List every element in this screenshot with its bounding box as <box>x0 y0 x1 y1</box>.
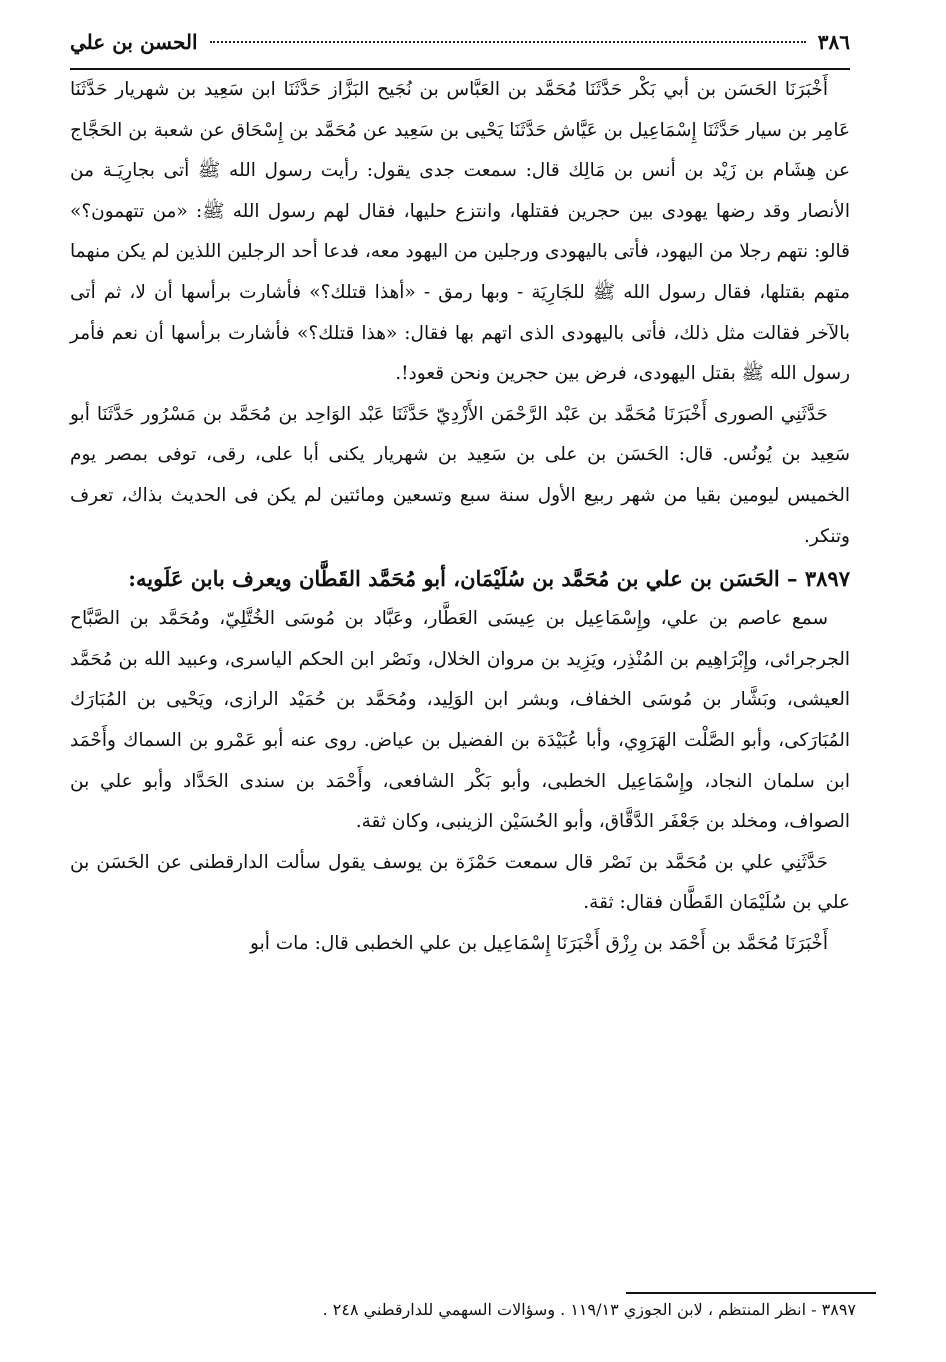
running-title: الحسن بن علي <box>70 30 198 54</box>
footnote: ٣٨٩٧ - انظر المنتظم ، لابن الجوزي ١١٩/١٣ . وسؤالات السهمي للدارقطني ٢٤٨ . <box>322 1300 856 1319</box>
paragraph-2: حَدَّثَنِي الصورى أَخْبَرَنَا مُحَمَّد بن عَبْد الرَّحْمَن الأَزْدِيّ حَدَّثَنَا عَبْد الوَاحِد بن مُحَمَّد بن مَسْرُور حَدَّثَنَا أبو سَعِيد بن يُونُس. قال: الحَسَن بن على بن سَعِيد بن شهريار يكنى أبا على، رقى، توفى بمصر يوم الخميس ليومين بقيا من شهر ربيع الأول سنة سبع وتسعين ومائتين لم يكن فى الحديث بذاك، تعرف وتنكر. <box>70 403 850 547</box>
paragraph-1: أَخْبَرَنَا الحَسَن بن أبي بَكْر حَدَّثَنَا مُحَمَّد بن العَبَّاس بن نُجَيح البَزَّاز حَدَّثَنَا ابن سَعِيد بن شهريار حَدَّثَنَا عَامِر بن سيار حَدَّثَنَا إِسْمَاعِيل بن عَيَّاش حَدَّثَنَا يَحْيى بن سَعِيد عن مُحَمَّد بن إِسْحَاق عن شعبة بن الحَجَّاج عن هِشَام بن زَيْد بن أنس بن مَالِك قال: سمعت جدى يقول: رأيت رسول الله ﷺ أتى بجارِيَـة من الأنصار وقد رضها يهودى بين حجرين فقتلها، وانتزع حليها، فقال لهم رسول الله ﷺ: «من تتهمون؟» قالو: نتهم رجلا من اليهود، فأتى باليهودى ورجلين من اليهود معه، فدعا أحد الرجلين اللذين لم يكن منهما متهم بقتلها، فقال رسول الله ﷺ للجَارِيَة - وبها رمق - «أهذا قتلك؟» فأشارت برأسها أن لا، ثم أتى بالآخر فقالت مثل ذلك، فأتى باليهودى الذى اتهم بها فقال: «هذا قتلك؟» فأشارت برأسها أن نعم فأمر رسول الله ﷺ بقتل اليهودى، فرض بين حجرين ونحن قعود!. <box>70 79 850 385</box>
header-dots <box>210 41 806 43</box>
page-header <box>70 30 850 70</box>
paragraph-4: حَدَّثَنِي علي بن مُحَمَّد بن نَصْر قال سمعت حَمْزَة بن يوسف يقول سألت الدارقطنى عن الحَسَن بن علي بن سُلَيْمَان القَطَّان فقال: ثقة. <box>70 851 850 914</box>
paragraph-5: أَخْبَرَنَا مُحَمَّد بن أَحْمَد بن رِزْق أَخْبَرَنَا إِسْمَاعِيل بن علي الخطبى قال: مات أبو <box>250 932 828 954</box>
book-page <box>70 30 850 964</box>
paragraph-3: سمع عاصم بن علي، وإِسْمَاعِيل بن عِيسَى العَطَّار، وعَبَّاد بن مُوسَى الخُتَّلِيّ، ومُحَمَّد بن الصَّبَّاح الجرجرائى، وإِبْرَاهِيم بن المُنْذِر، ويَزِيد بن مروان الخلال، ونَصْر ابن الحكم الياسرى، وعبيد الله بن مُحَمَّد العيشى، وبَشَّار بن مُوسَى الخفاف، وبشر ابن الوَلِيد، ومُحَمَّد بن حُمَيْد الرازى، ويَحْيى بن المُبَارَك المُبَارَكى، وأبو الصَّلْت الهَرَوِي، وأبا عُبَيْدَة بن الفضيل بن عياض. روى عنه أبو عَمْرو بن السماك وأَحْمَد ابن سلمان النجاد، وإِسْمَاعِيل الخطبى، وأبو بَكْر الشافعى، وأَحْمَد بن سندى الحَدَّاد وأبو علي بن الصواف، ومخلد بن جَعْفَر الدَّقَّاق، وأبو الحُسَيْن الزينبى، وكان ثقة. <box>70 608 850 833</box>
page-number: ٣٨٦ <box>817 30 850 54</box>
main-text <box>70 70 850 964</box>
entry-heading: ٣٨٩٧ – الحَسَن بن علي بن مُحَمَّد بن سُلَيْمَان، أبو مُحَمَّد القَطَّان ويعرف بابن عَلَويه: <box>128 566 850 592</box>
footnote-separator <box>626 1292 876 1294</box>
